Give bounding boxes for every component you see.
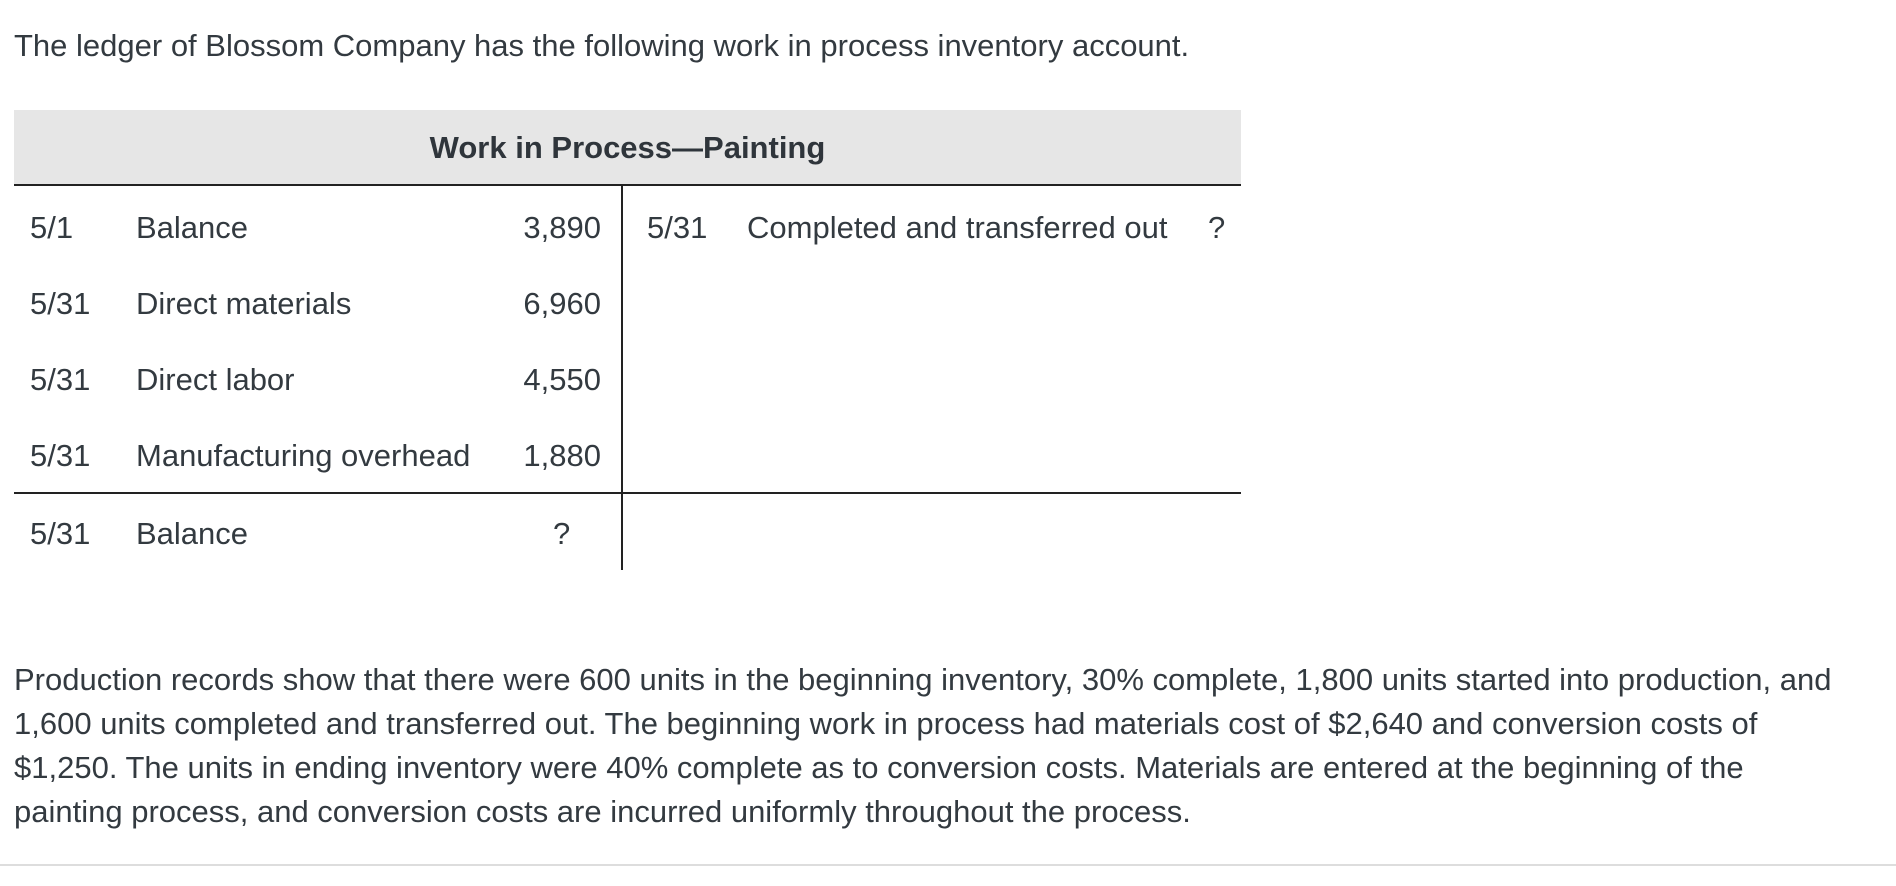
credit-date: 5/31 [647,210,708,245]
debit-date: 5/31 [30,362,91,397]
paragraph-line: $1,250. The units in ending inventory were 40% complete as to conversion costs. Materials are entered at the beginning of the [14,750,1744,785]
debit-amount: 4,550 [523,362,601,397]
debit-date: 5/31 [30,286,91,321]
bottom-divider [0,864,1896,866]
credit-description: Completed and transferred out [747,210,1168,245]
debit-amount: 1,880 [523,438,601,473]
ending-balance-amount: ? [553,516,571,551]
t-account-ledger [14,110,1241,570]
ending-balance-description: Balance [136,516,249,551]
t-account-total-rule [14,492,1241,494]
debit-description: Direct labor [136,362,295,397]
debit-description: Manufacturing overhead [136,438,471,473]
debit-date: 5/31 [30,438,91,473]
paragraph-line: Production records show that there were 600 units in the beginning inventory, 30% complete, 1,800 units started into production, and [14,662,1832,697]
t-account-vertical-divider [621,186,623,570]
production-records-paragraph [14,658,1884,834]
debit-description: Direct materials [136,286,352,321]
debit-amount: 3,890 [523,210,601,245]
ledger-header [14,110,1241,186]
ledger-title: Work in Process—Painting [429,130,826,165]
ending-balance-date: 5/31 [30,516,91,551]
intro-text: The ledger of Blossom Company has the following work in process inventory account. [14,28,1190,63]
debit-description: Balance [136,210,249,245]
paragraph-line: 1,600 units completed and transferred out. The beginning work in process had materials cost of $2,640 and conversion costs of [14,706,1758,741]
debit-date: 5/1 [30,210,74,245]
paragraph-line: painting process, and conversion costs are incurred uniformly throughout the process. [14,794,1191,829]
debit-amount: 6,960 [523,286,601,321]
credit-amount: ? [1208,210,1226,245]
